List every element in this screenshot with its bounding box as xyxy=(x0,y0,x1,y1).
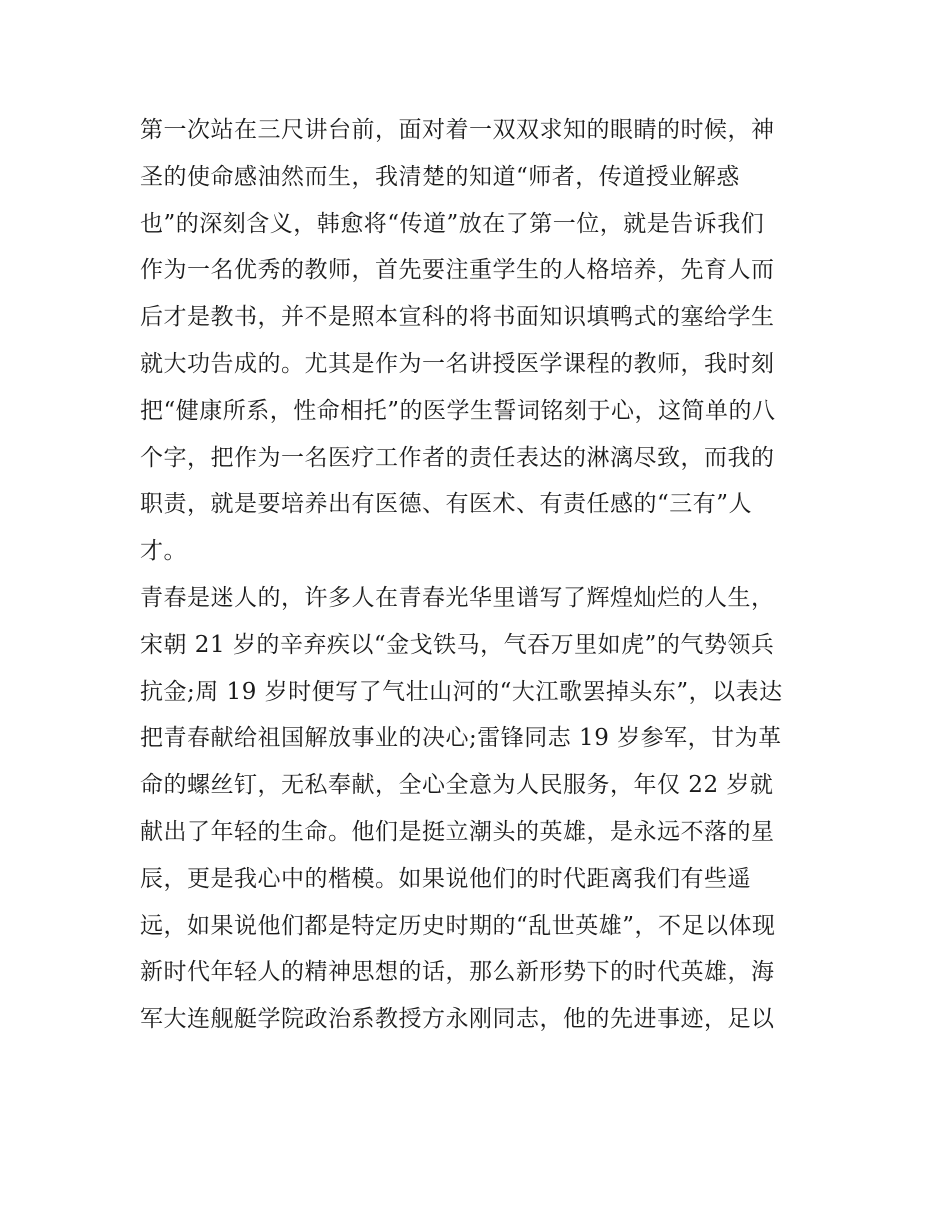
text-line: 圣的使命感油然而生，我清楚的知道“师者，传道授业解惑 xyxy=(140,163,740,190)
text-line: 宋朝 21 岁的辛弃疾以“金戈铁马，气吞万里如虎”的气势领兵 xyxy=(140,631,775,658)
text-line: 作为一名优秀的教师，首先要注重学生的人格培养，先育人而 xyxy=(140,257,775,284)
text-line: 青春是迷人的，许多人在青春光华里谱写了辉煌灿烂的人生， xyxy=(140,584,775,611)
text-line: 远，如果说他们都是特定历史时期的“乱世英雄”，不足以体现 xyxy=(140,912,776,939)
text-line: 也”的深刻含义，韩愈将“传道”放在了第一位，就是告诉我们 xyxy=(140,210,765,237)
text-line: 把“健康所系，性命相托”的医学生誓词铭刻于心，这简单的八 xyxy=(140,397,776,424)
text-line: 辰，更是我心中的楷模。如果说他们的时代距离我们有些遥 xyxy=(140,865,751,892)
text-line: 后才是教书，并不是照本宣科的将书面知识填鸭式的塞给学生 xyxy=(140,304,775,331)
text-line: 职责，就是要培养出有医德、有医术、有责任感的“三有”人 xyxy=(140,491,753,518)
text-line: 才。 xyxy=(140,538,187,565)
paragraph-2 xyxy=(140,575,830,1043)
text-line: 第一次站在三尺讲台前，面对着一双双求知的眼睛的时候，神 xyxy=(140,117,775,143)
text-line: 个字，把作为一名医疗工作者的责任表达的淋漓尽致，而我的 xyxy=(140,444,775,471)
text-line: 新时代年轻人的精神思想的话，那么新形势下的时代英雄，海 xyxy=(140,959,775,986)
text-line: 就大功告成的。尤其是作为一名讲授医学课程的教师，我时刻 xyxy=(140,350,775,377)
text-line: 抗金;周 19 岁时便写了气壮山河的“大江歌罢掉头东”，以表达 xyxy=(140,678,783,705)
document-body xyxy=(140,107,830,1043)
text-line: 命的螺丝钉，无私奉献，全心全意为人民服务，年仅 22 岁就 xyxy=(140,772,774,799)
text-line: 把青春献给祖国解放事业的决心;雷锋同志 19 岁参军，甘为革 xyxy=(140,725,782,752)
text-line: 军大连舰艇学院政治系教授方永刚同志，他的先进事迹，足以 xyxy=(140,1006,775,1033)
paragraph-1 xyxy=(140,107,830,575)
text-line: 献出了年轻的生命。他们是挺立潮头的英雄，是永远不落的星 xyxy=(140,818,775,845)
